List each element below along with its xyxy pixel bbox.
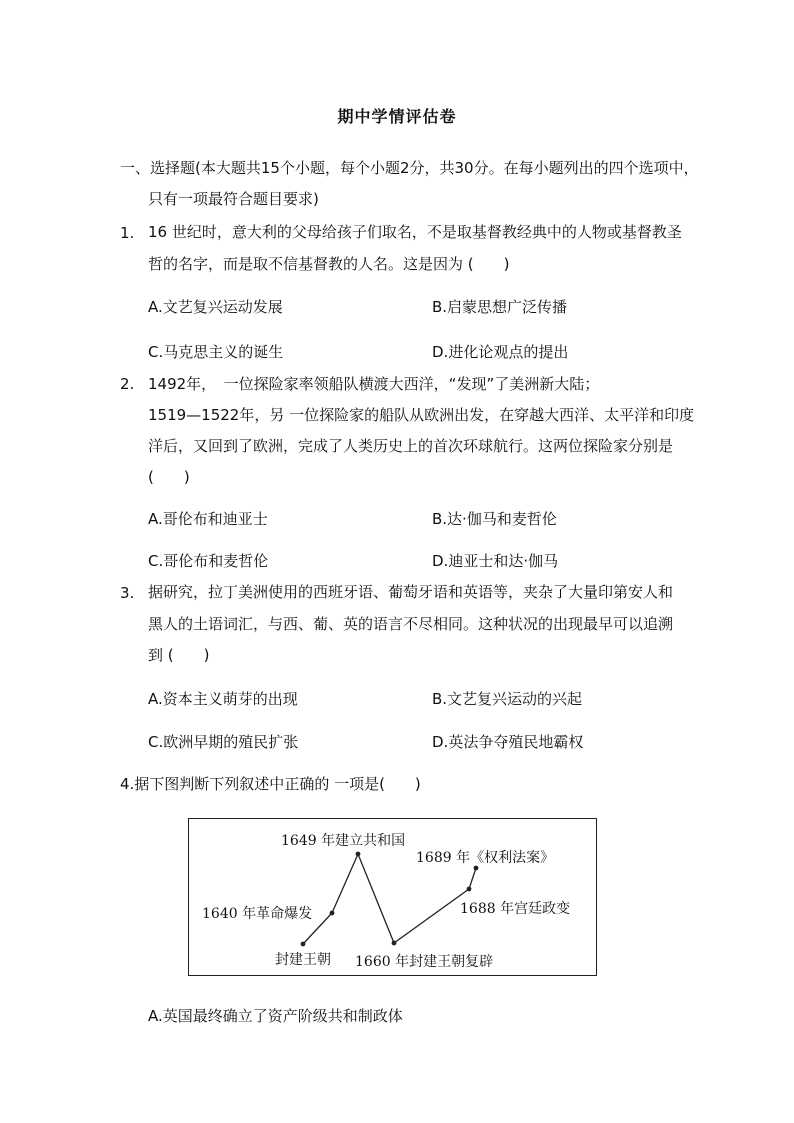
question-3-line-2: 黑人的土语词汇，与西、葡、英的语言不尽相同。这种状况的出现最早可以追溯 [148, 615, 674, 633]
question-2-line-2: 1519—1522年，另 一位探险家的船队从欧洲出发，在穿越大西洋、太平洋和印度 [148, 406, 695, 424]
section-header-line-2: 只有一项最符合题目要求) [148, 190, 319, 208]
question-2-line-3: 洋后，又回到了欧洲，完成了人类历史上的首次环球航行。这两位探险家分别是 [148, 437, 674, 455]
history-timeline-diagram [188, 818, 597, 976]
question-3-option-c[interactable]: C.欧洲早期的殖民扩张 [148, 733, 299, 751]
label-1640-revolution: 1640 年革命爆发 [202, 906, 313, 922]
question-2-number: 2. [120, 375, 135, 393]
label-1660-restoration: 1660 年封建王朝复辟 [355, 954, 494, 970]
question-4-stem: 4.据下图判断下列叙述中正确的 一项是( ) [120, 775, 421, 793]
question-1-option-b[interactable]: B.启蒙思想广泛传播 [432, 298, 568, 316]
question-2-line-4: ( ) [148, 468, 190, 486]
question-1-line-1: 16 世纪时，意大利的父母给孩子们取名，不是取基督教经典中的人物或基督教圣 [148, 223, 682, 241]
label-1689-bill-of-rights: 1689 年《权利法案》 [416, 850, 555, 866]
page-title: 期中学情评估卷 [337, 107, 457, 126]
question-1-option-d[interactable]: D.进化论观点的提出 [432, 343, 569, 361]
question-3-line-1: 据研究，拉丁美洲使用的西班牙语、葡萄牙语和英语等，夹杂了大量印第安人和 [148, 583, 674, 601]
question-2-option-c[interactable]: C.哥伦布和麦哲伦 [148, 552, 269, 570]
label-feudal-dynasty: 封建王朝 [275, 952, 331, 968]
question-2-line-1: 1492年， 一位探险家率领船队横渡大西洋，“发现”了美洲新大陆； [148, 375, 600, 393]
question-2-option-d[interactable]: D.迪亚士和达·伽马 [432, 552, 559, 570]
question-3-option-b[interactable]: B.文艺复兴运动的兴起 [432, 690, 583, 708]
label-1688-coup: 1688 年宫廷政变 [460, 901, 571, 917]
question-3-option-a[interactable]: A.资本主义萌芽的出现 [148, 690, 298, 708]
label-1649-republic: 1649 年建立共和国 [281, 833, 406, 849]
section-header-line-1: 一、选择题(本大题共15个小题，每个小题2分，共30分。在每小题列出的四个选项中， [120, 159, 699, 177]
question-3-line-3: 到 ( ) [148, 646, 210, 664]
question-2-option-a[interactable]: A.哥伦布和迪亚士 [148, 510, 268, 528]
question-3-option-d[interactable]: D.英法争夺殖民地霸权 [432, 733, 584, 751]
question-1-number: 1. [120, 224, 135, 242]
question-1-option-a[interactable]: A.文艺复兴运动发展 [148, 298, 283, 316]
question-3-number: 3. [120, 584, 135, 602]
question-1-line-2: 哲的名字，而是取不信基督教的人名。这是因为 ( ) [148, 255, 510, 273]
question-4-option-a[interactable]: A.英国最终确立了资产阶级共和制政体 [148, 1007, 403, 1025]
question-1-option-c[interactable]: C.马克思主义的诞生 [148, 343, 284, 361]
question-2-option-b[interactable]: B.达·伽马和麦哲伦 [432, 510, 557, 528]
